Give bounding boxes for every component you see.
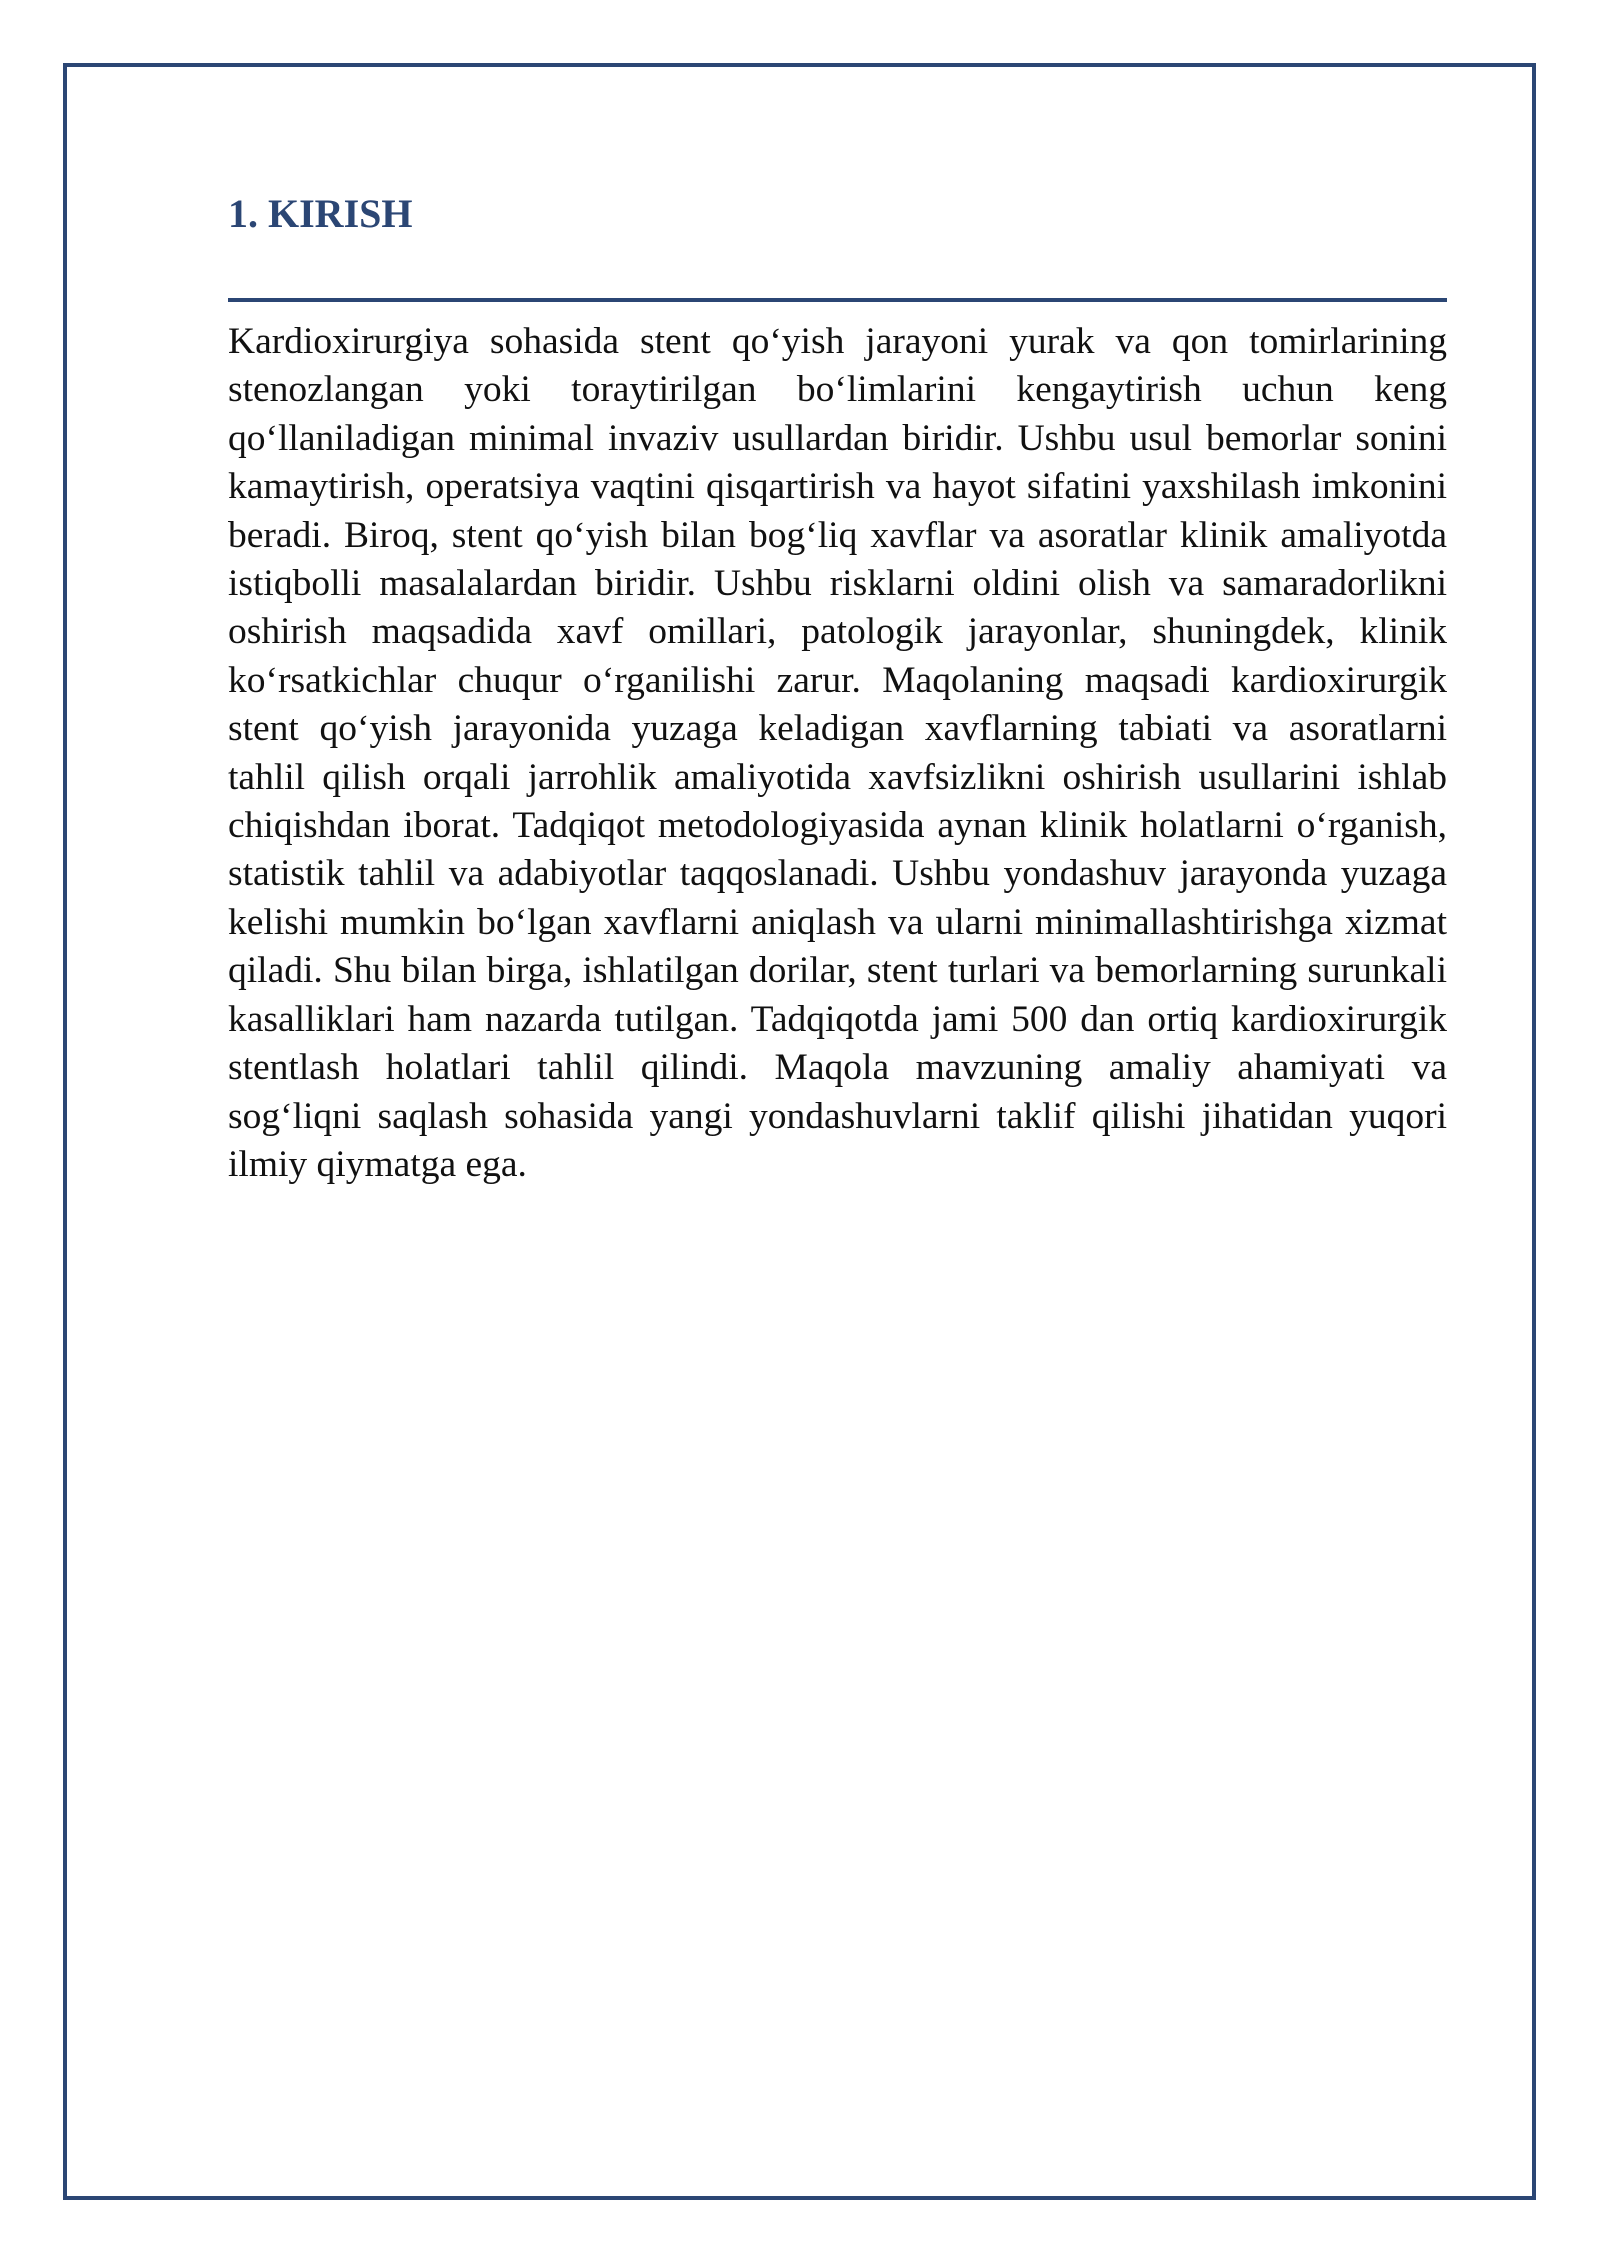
paragraph-line: kelishi mumkin bo‘lgan xavflarni aniqlash va ularni minimallashtirishga xizmat [228, 901, 1447, 943]
paragraph-line: tahlil qilish orqali jarrohlik amaliyotida xavfsizlikni oshirish usullarini ishlab [228, 756, 1447, 798]
paragraph-line: kasalliklari ham nazarda tutilgan. Tadqiqotda jami 500 dan ortiq kardioxirurgik [228, 998, 1447, 1040]
paragraph-line: istiqbolli masalalardan biridir. Ushbu risklarni oldini olish va samaradorlikni [228, 563, 1447, 605]
paragraph-line: kamaytirish, operatsiya vaqtini qisqartirish va hayot sifatini yaxshilash imkonini [228, 466, 1447, 508]
paragraph-line: sog‘liqni saqlash sohasida yangi yondashuvlarni taklif qilishi jihatidan yuqori [228, 1095, 1447, 1137]
section-heading: 1. KIRISH [228, 191, 413, 236]
paragraph-line: Kardioxirurgiya sohasida stent qo‘yish jarayoni yurak va qon tomirlarining [228, 321, 1447, 362]
paragraph-line: ko‘rsatkichlar chuqur o‘rganilishi zarur. Maqolaning maqsadi kardioxirurgik [228, 659, 1447, 701]
paragraph-line: qo‘llaniladigan minimal invaziv usullardan biridir. Ushbu usul bemorlar sonini [228, 417, 1447, 459]
heading-rule [228, 298, 1447, 302]
body-paragraph [228, 318, 1447, 1189]
paragraph-line: stent qo‘yish jarayonida yuzaga keladigan xavflarning tabiati va asoratlarni [228, 708, 1447, 750]
paragraph-line: stentlash holatlari tahlil qilindi. Maqola mavzuning amaliy ahamiyati va [228, 1047, 1447, 1089]
paragraph-line: beradi. Biroq, stent qo‘yish bilan bog‘liq xavflar va asoratlar klinik amaliyotda [228, 514, 1447, 556]
paragraph-line: statistik tahlil va adabiyotlar taqqoslanadi. Ushbu yondashuv jarayonda yuzaga [228, 853, 1447, 895]
paragraph-line: stenozlangan yoki toraytirilgan bo‘limlarini kengaytirish uchun keng [228, 369, 1447, 411]
paragraph-line: oshirish maqsadida xavf omillari, patologik jarayonlar, shuningdek, klinik [228, 611, 1447, 653]
paragraph-line: ilmiy qiymatga ega. [228, 1143, 527, 1185]
paragraph-line: chiqishdan iborat. Tadqiqot metodologiyasida aynan klinik holatlarni o‘rganish, [228, 805, 1447, 847]
paragraph-line: qiladi. Shu bilan birga, ishlatilgan dorilar, stent turlari va bemorlarning surunkali [228, 950, 1447, 992]
